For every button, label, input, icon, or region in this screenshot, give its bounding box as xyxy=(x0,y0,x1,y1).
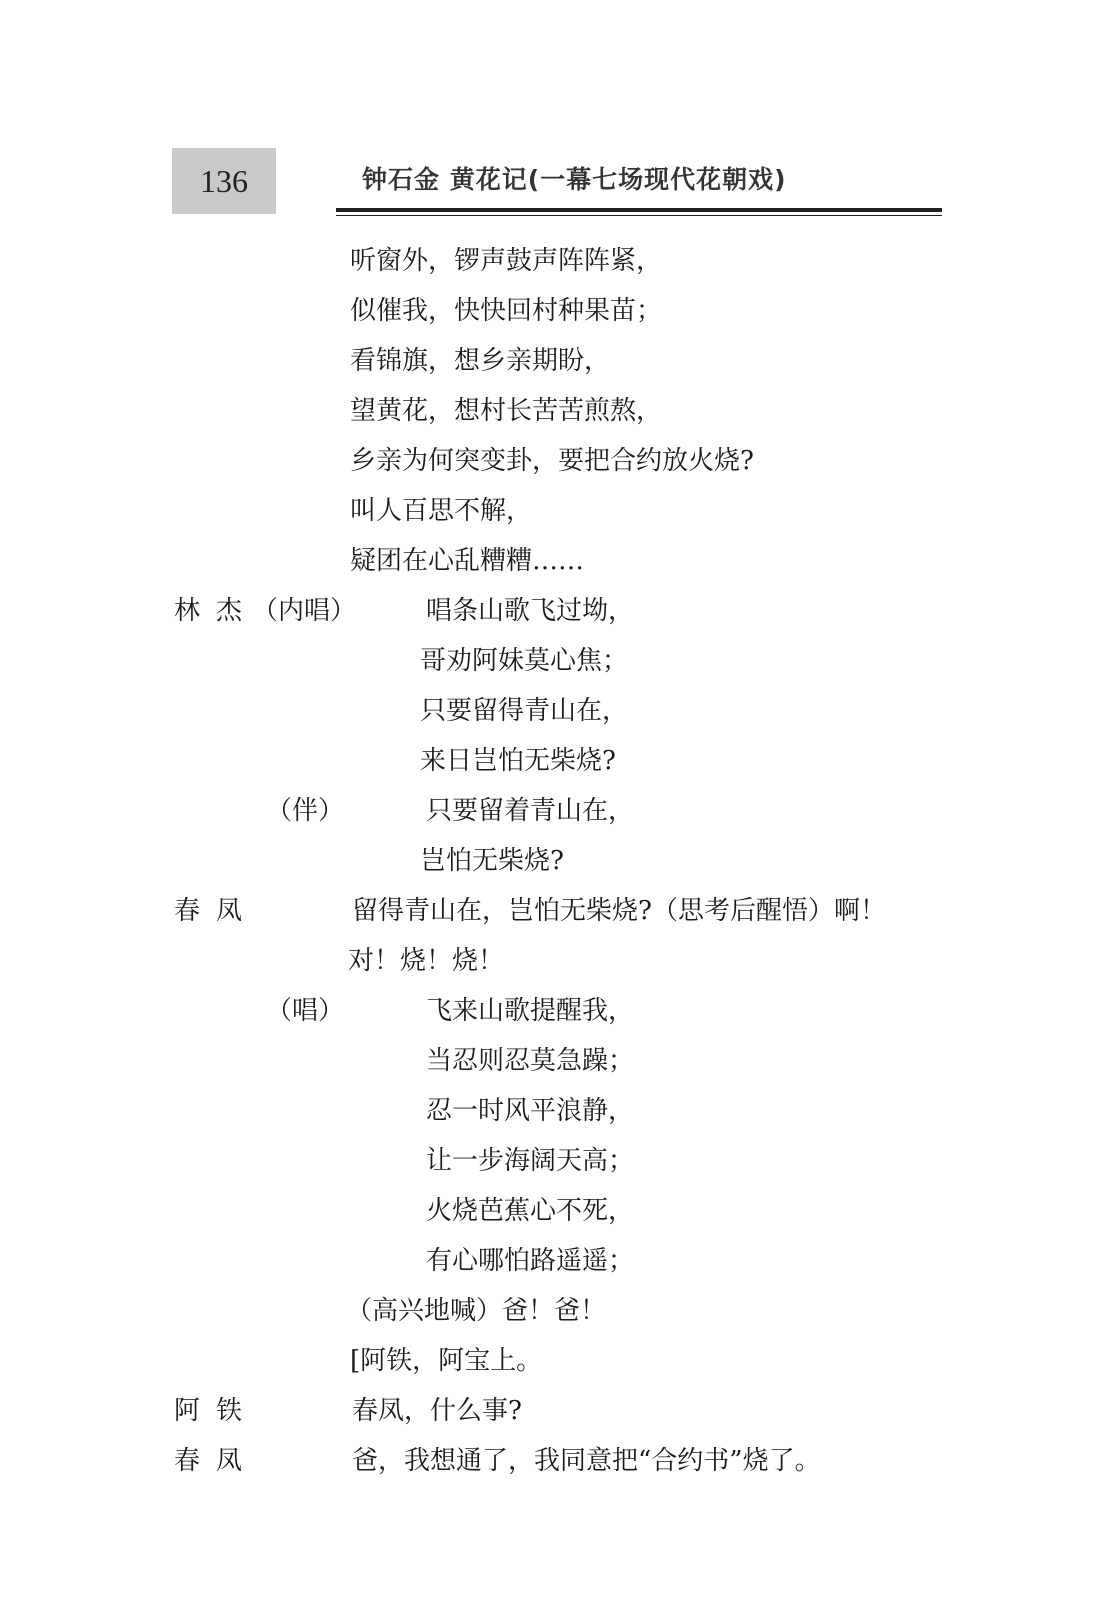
dialogue-line: （高兴地喊）爸！爸！ xyxy=(346,1296,607,1326)
dialogue-line: 爸，我想通了，我同意把“合约书”烧了。 xyxy=(352,1446,821,1476)
lyric-line: 有心哪怕路遥遥； xyxy=(426,1246,635,1276)
lyric-line: 乡亲为何突变卦，要把合约放火烧? xyxy=(350,446,754,476)
lyric-line: 岂怕无柴烧? xyxy=(420,846,564,876)
lyric-line: 听窗外，锣声鼓声阵阵紧， xyxy=(350,246,663,276)
speaker-name: 阿铁 xyxy=(174,1396,259,1426)
lyric-line: 只要留得青山在， xyxy=(420,696,629,726)
lyric-line: 当忍则忍莫急躁； xyxy=(426,1046,635,1076)
stage-direction-line: [阿铁，阿宝上。 xyxy=(350,1346,543,1376)
lyric-line: 让一步海阔天高； xyxy=(426,1146,635,1176)
speaker-name: 林杰 xyxy=(174,596,259,626)
lyric-line: 火烧芭蕉心不死， xyxy=(426,1196,635,1226)
lyric-line: 忍一时风平浪静， xyxy=(426,1096,635,1126)
speaker-name: 春凤 xyxy=(174,896,259,926)
lyric-line: 哥劝阿妹莫心焦； xyxy=(420,646,629,676)
dialogue-line: 对！烧！烧！ xyxy=(348,946,505,976)
speaker-name: 春凤 xyxy=(174,1446,259,1476)
stage-direction: （唱） xyxy=(266,996,345,1026)
lyric-line: 叫人百思不解， xyxy=(350,496,533,526)
dialogue-line: 春凤，什么事? xyxy=(352,1396,522,1426)
page-number: 136 xyxy=(172,148,276,214)
stage-direction: （伴） xyxy=(266,796,345,826)
running-header-title: 钟石金 黄花记(一幕七场现代花朝戏) xyxy=(362,165,787,194)
lyric-line: 疑团在心乱糟糟…… xyxy=(350,546,585,576)
stage-direction: （内唱） xyxy=(252,596,357,626)
lyric-line: 只要留着青山在， xyxy=(426,796,635,826)
lyric-line: 望黄花，想村长苦苦煎熬， xyxy=(350,396,663,426)
header-rule-thick xyxy=(336,208,942,212)
lyric-line: 唱条山歌飞过坳， xyxy=(426,596,635,626)
header-rule-thin xyxy=(336,215,942,216)
lyric-line: 来日岂怕无柴烧? xyxy=(420,746,616,776)
lyric-line: 似催我，快快回村种果苗； xyxy=(350,296,663,326)
lyric-line: 飞来山歌提醒我， xyxy=(426,996,635,1026)
dialogue-line: 留得青山在，岂怕无柴烧?（思考后醒悟）啊！ xyxy=(352,896,886,926)
lyric-line: 看锦旗，想乡亲期盼， xyxy=(350,346,611,376)
